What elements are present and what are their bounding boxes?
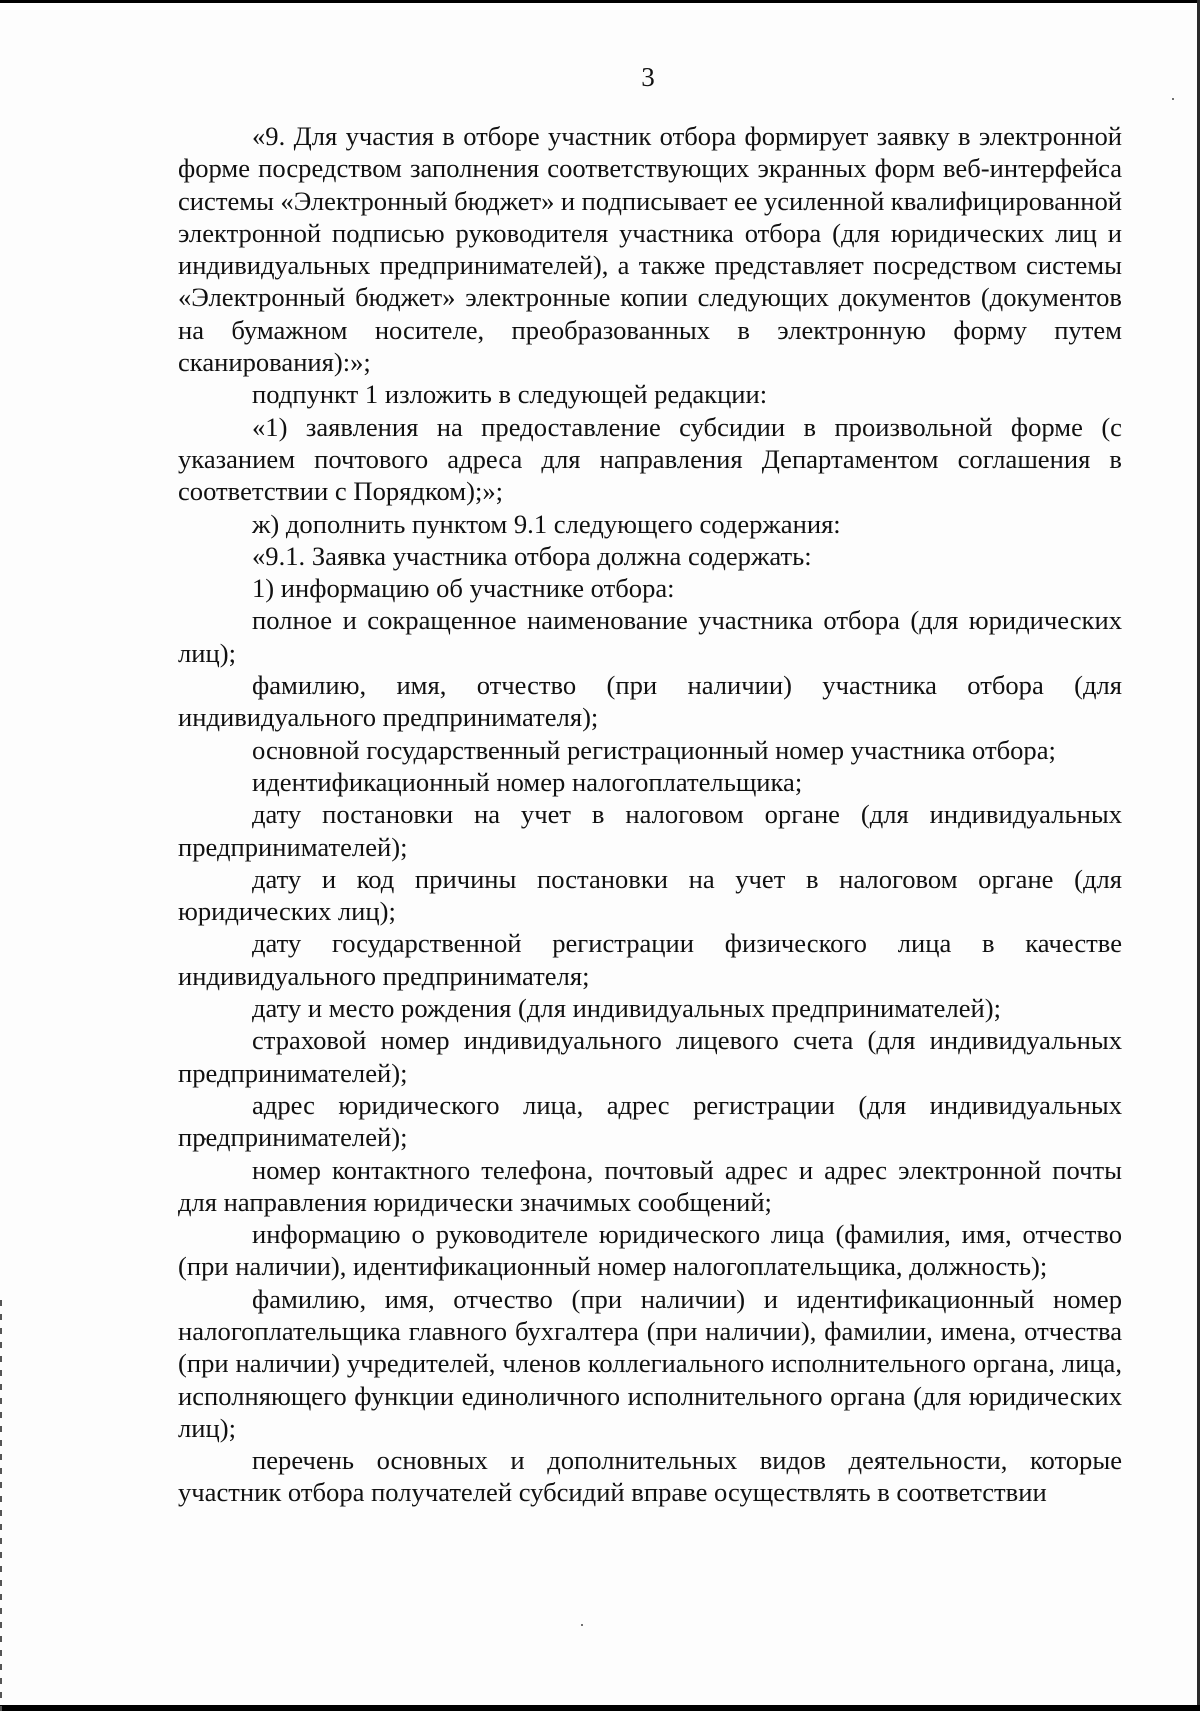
paragraph-activities: перечень основных и дополнительных видов деятельности, которые участник отбора получателей субсидий вправе осуществлять в соответствии xyxy=(178,1445,1122,1508)
paragraph-ogrn: основной государственный регистрационный номер участника отбора; xyxy=(252,734,1056,765)
scan-speck xyxy=(581,1624,583,1626)
scan-speck xyxy=(1172,98,1174,100)
document-body xyxy=(178,120,1122,1509)
scan-edge-top xyxy=(0,0,1200,3)
paragraph-contacts: номер контактного телефона, почтовый адрес и адрес электронной почты для направления юридически значимых сообщений; xyxy=(178,1154,1122,1217)
paragraph-ip-registration-date: дату государственной регистрации физического лица в качестве индивидуального предпринимателя; xyxy=(178,928,1122,991)
paragraph-full-name: фамилию, имя, отчество (при наличии) участника отбора (для индивидуального предпринимателя); xyxy=(178,670,1122,733)
paragraph-inn: идентификационный номер налогоплательщика; xyxy=(252,766,803,797)
scan-edge-left xyxy=(0,1300,2,1711)
paragraph-item-9: «9. Для участия в отборе участник отбора формирует заявку в электронной форме посредством заполнения соответствующих экранных форм веб-интерфейса системы «Электронный бюджет» и подписывает ее усиленной квалифицированной электронной подписью руководителя участника отбора (для юридических лиц и индивидуальных предпринимателей), а также представляет посредством системы «Электронный бюджет» электронные копии следующих документов (документов на бумажном носителе, преобразованных в электронную форму путем сканирования):»; xyxy=(178,121,1122,378)
paragraph-tax-registration-date: дату постановки на учет в налоговом органе (для индивидуальных предпринимателей); xyxy=(178,799,1122,862)
scan-edge-bottom xyxy=(0,1705,1200,1711)
paragraph-snils: страховой номер индивидуального лицевого счета (для индивидуальных предпринимателей); xyxy=(178,1025,1122,1088)
page-number: 3 xyxy=(641,62,655,92)
paragraph-accountant-founders: фамилию, имя, отчество (при наличии) и идентификационный номер налогоплательщика главного бухгалтера (при наличии), фамилии, имена, отчества (при наличии) учредителей, членов коллегиального исполнительного органа, лица, исполняющего функции единоличного исполнительного органа (для юридических лиц); xyxy=(178,1283,1122,1443)
paragraph-participant-info: 1) информацию об участнике отбора: xyxy=(252,573,675,604)
paragraph-subpoint-1: «1) заявления на предоставление субсидии в произвольной форме (с указанием почтового адреса для направления Департаментом соглашения в соответствии с Порядком);»; xyxy=(178,411,1122,507)
paragraph-birth: дату и место рождения (для индивидуальных предпринимателей); xyxy=(252,993,1002,1024)
paragraph-subpoint-1-instruction: подпункт 1 изложить в следующей редакции: xyxy=(252,379,768,410)
paragraph-item-zh: ж) дополнить пунктом 9.1 следующего содержания: xyxy=(252,508,841,539)
paragraph-name: полное и сокращенное наименование участника отбора (для юридических лиц); xyxy=(178,605,1122,668)
paragraph-head-info: информацию о руководителе юридического лица (фамилия, имя, отчество (при наличии), идентификационный номер налогоплательщика, должность); xyxy=(178,1219,1122,1282)
paragraph-kpp: дату и код причины постановки на учет в налоговом органе (для юридических лиц); xyxy=(178,863,1122,927)
paragraph-item-9-1: «9.1. Заявка участника отбора должна содержать: xyxy=(252,540,812,571)
paragraph-address: адрес юридического лица, адрес регистрации (для индивидуальных предпринимателей); xyxy=(178,1089,1122,1153)
